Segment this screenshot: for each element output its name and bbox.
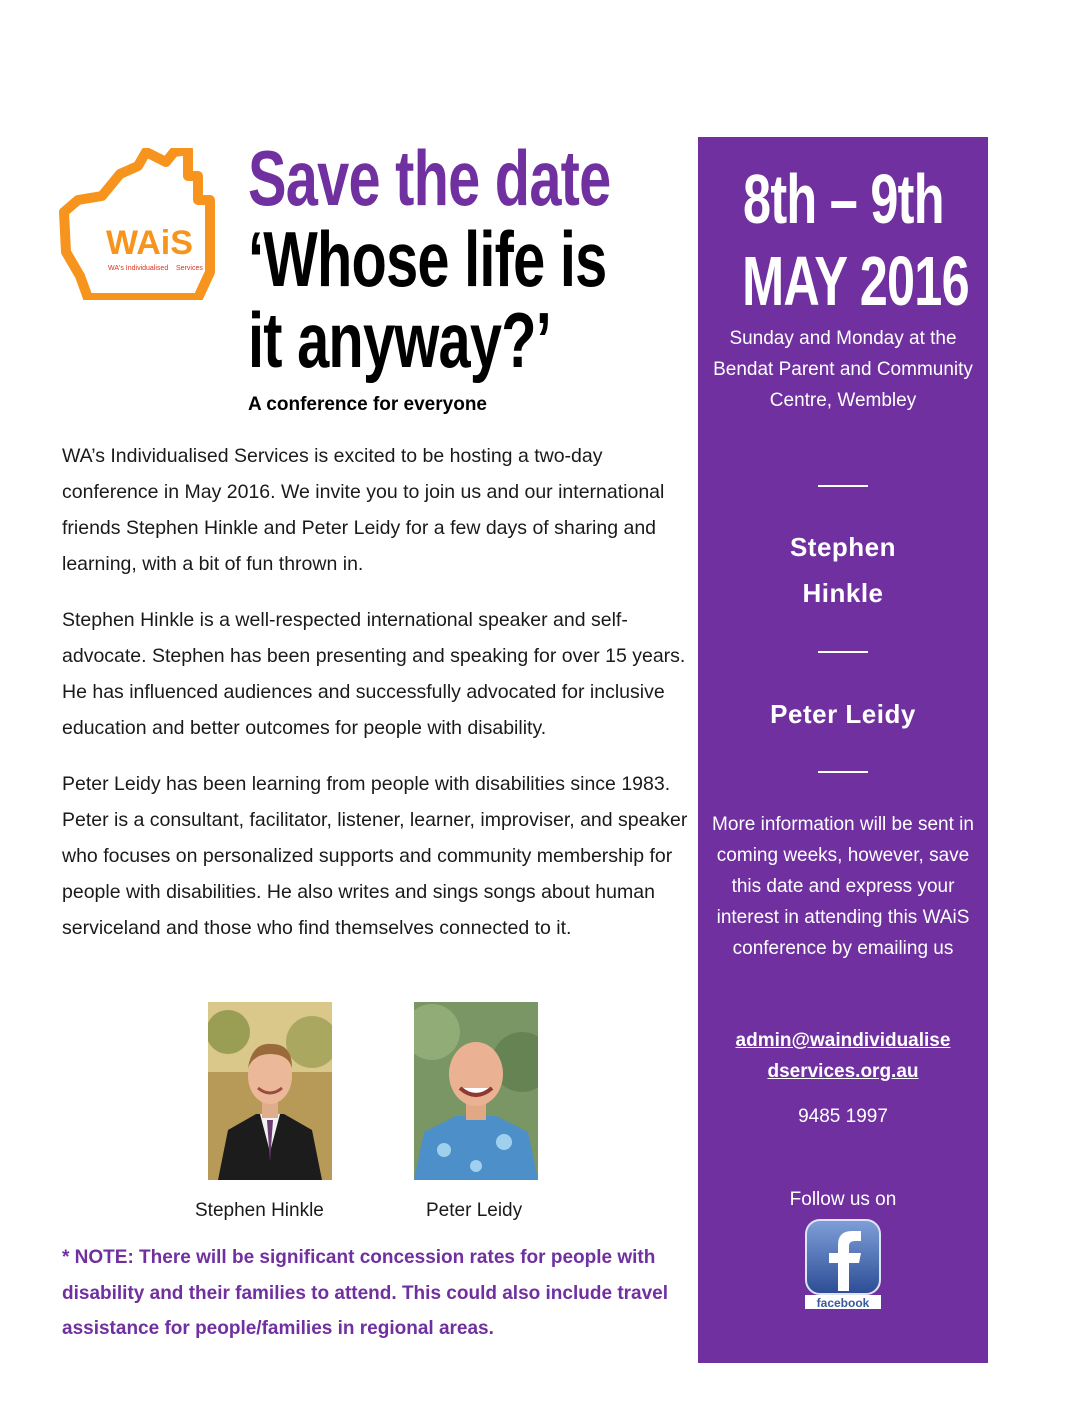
- event-sidebar: [698, 137, 988, 1363]
- facebook-icon: [805, 1219, 881, 1309]
- more-info-text: More information will be sent in coming weeks, however, save this date and express your interest in attending this WAiS conference by emailing us: [712, 814, 974, 959]
- speaker1-first-name: Stephen: [789, 532, 897, 562]
- headline-title-line1: ‘Whose life is: [248, 215, 607, 304]
- stephen-hinkle-caption: Stephen Hinkle: [195, 1200, 324, 1221]
- headline: [248, 134, 611, 385]
- facebook-label: facebook: [816, 1296, 870, 1309]
- divider: [818, 771, 868, 773]
- event-venue: Sunday and Monday at the Bendat Parent and Community Centre, Wembley: [713, 328, 973, 411]
- speaker2-name: Peter Leidy: [770, 699, 916, 729]
- logo-wordmark: WAiS: [106, 224, 193, 262]
- email-link-part1[interactable]: admin@waindividualise: [735, 1030, 951, 1051]
- peter-leidy-photo: [414, 1002, 538, 1180]
- email-link-part2[interactable]: dservices.org.au: [767, 1061, 919, 1082]
- event-date-range: 8th – 9th: [742, 160, 944, 238]
- body-text: [62, 438, 702, 966]
- peter-leidy-caption: Peter Leidy: [426, 1200, 523, 1221]
- event-month-year: MAY 2016: [742, 242, 969, 320]
- stephen-hinkle-photo: [208, 1002, 332, 1180]
- logo-tagline-left: WA's Individualised: [108, 265, 169, 272]
- subheading: A conference for everyone: [248, 394, 487, 415]
- concession-note: * NOTE: There will be significant concession rates for people with disability and their families to attend. This could also include travel assistance for people/families in regional areas.: [62, 1247, 669, 1339]
- headline-title-line2: it anyway?’: [248, 296, 552, 385]
- logo-tagline-right: Services: [176, 265, 203, 272]
- speaker1-last-name: Hinkle: [802, 578, 884, 608]
- facebook-link[interactable]: [805, 1219, 881, 1309]
- stephen-paragraph: Stephen Hinkle is a well-respected international speaker and self-advocate. Stephen has been presenting and speaking for over 15 years. He has influenced audiences and successfully advocated for inclusive education and better outcomes for people with disability.: [62, 609, 686, 739]
- wais-logo: [58, 148, 218, 300]
- contact-phone: 9485 1997: [798, 1106, 888, 1127]
- intro-paragraph: WA’s Individualised Services is excited to be hosting a two-day conference in May 2016. We invite you to join us and our international friends Stephen Hinkle and Peter Leidy for a few days of sharing and learning, with a bit of fun thrown in.: [62, 445, 665, 575]
- follow-us-label: Follow us on: [789, 1189, 897, 1210]
- contact-email[interactable]: [712, 1025, 974, 1087]
- western-australia-map-icon: [58, 148, 218, 300]
- divider: [818, 651, 868, 653]
- peter-paragraph: Peter Leidy has been learning from people with disabilities since 1983. Peter is a consultant, facilitator, listener, learner, improviser, and speaker who focuses on personalized supports and community membership for people with disabilities. He also writes and sings songs about human serviceland and those who find themselves connected to it.: [62, 773, 688, 939]
- divider: [818, 485, 868, 487]
- headline-save-the-date: Save the date: [248, 134, 611, 222]
